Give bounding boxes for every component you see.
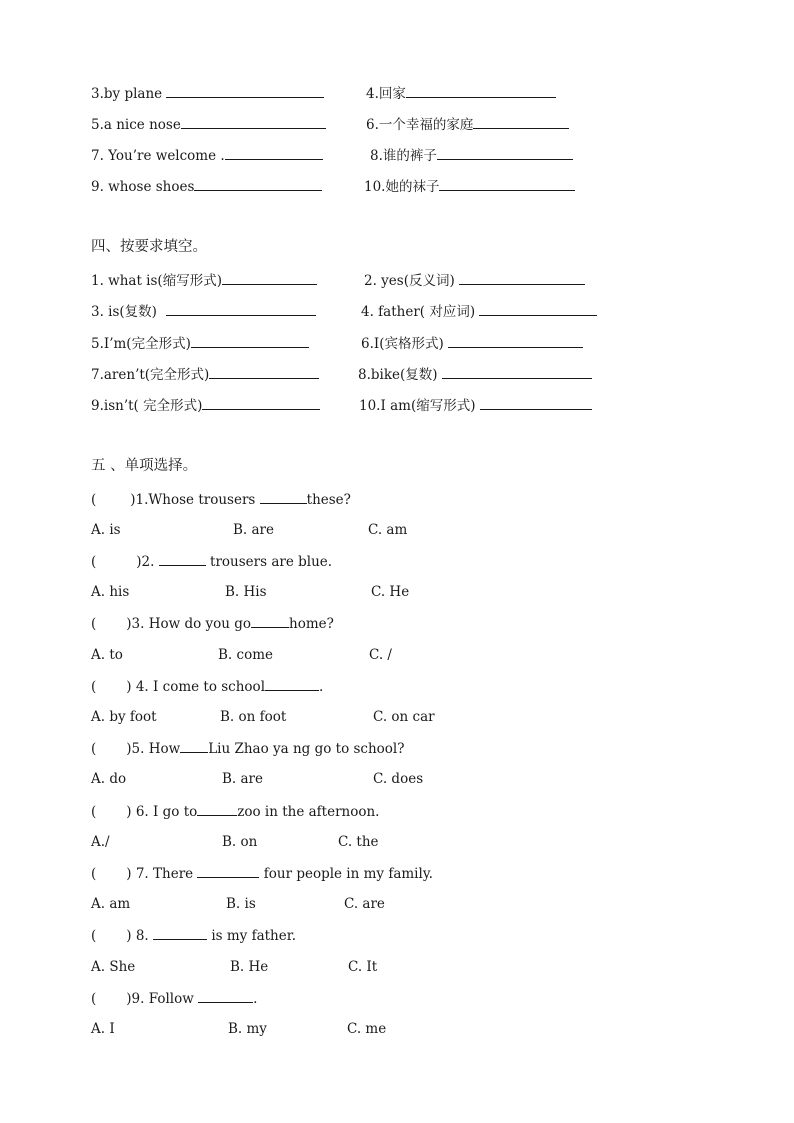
vocab-item-8	[370, 146, 573, 165]
answer-blank[interactable]	[197, 864, 259, 878]
answer-paren-open: (	[91, 554, 97, 570]
question-9-rest: .	[253, 991, 258, 1007]
answer-paren-open: (	[91, 616, 97, 632]
answer-blank[interactable]	[166, 302, 316, 316]
vocab-item-3-text: 3.by plane	[91, 86, 163, 102]
answer-blank[interactable]	[166, 84, 324, 98]
option-b[interactable]: B. are	[233, 522, 274, 538]
fill-item-8	[358, 365, 592, 384]
question-9-stem: )9. Follow	[126, 991, 194, 1007]
option-a[interactable]: A. to	[91, 647, 123, 663]
answer-blank[interactable]	[251, 614, 289, 628]
vocab-item-7-text: 7. You’re welcome .	[91, 148, 225, 164]
answer-blank[interactable]	[439, 177, 575, 191]
question-5-stem: )5. How	[126, 741, 181, 757]
answer-blank[interactable]	[197, 802, 237, 816]
answer-blank[interactable]	[222, 271, 317, 285]
option-a[interactable]: A. is	[91, 522, 121, 538]
fill-item-9	[91, 396, 320, 415]
fill-item-8-text: 8.bike(复数)	[358, 367, 438, 383]
option-a[interactable]: A. by foot	[91, 709, 157, 725]
question-5	[91, 739, 405, 758]
answer-blank[interactable]	[225, 146, 323, 160]
option-c[interactable]: C. the	[338, 834, 379, 850]
answer-blank[interactable]	[473, 115, 569, 129]
option-a[interactable]: A. She	[91, 959, 136, 975]
question-8-stem: ) 8.	[126, 928, 149, 944]
question-7-stem: ) 7. There	[126, 866, 194, 882]
vocab-item-6	[366, 115, 569, 134]
section-5-title: 五 、单项选择。	[91, 458, 198, 474]
answer-blank[interactable]	[437, 146, 573, 160]
answer-blank[interactable]	[265, 677, 319, 691]
question-5-rest: Liu Zhao ya ng go to school?	[208, 741, 405, 757]
vocab-item-4	[366, 84, 556, 103]
fill-item-9-text: 9.isn’t( 完全形式)	[91, 398, 203, 414]
vocab-item-10-text: 10.她的袜子	[364, 179, 440, 195]
option-c[interactable]: C. does	[373, 771, 424, 787]
fill-item-4	[361, 302, 597, 321]
fill-item-1-text: 1. what is(缩写形式)	[91, 273, 222, 289]
answer-blank[interactable]	[480, 396, 592, 410]
question-2-rest: trousers are blue.	[210, 554, 333, 570]
answer-blank[interactable]	[448, 334, 583, 348]
fill-item-1	[91, 271, 317, 290]
option-c[interactable]: C. /	[369, 647, 392, 663]
question-7-rest: four people in my family.	[263, 866, 433, 882]
answer-blank[interactable]	[260, 490, 307, 504]
answer-blank[interactable]	[406, 84, 556, 98]
fill-item-2	[364, 271, 585, 290]
option-c[interactable]: C. am	[368, 522, 408, 538]
vocab-item-6-text: 6.一个幸福的家庭	[366, 117, 474, 133]
question-8-rest: is my father.	[211, 928, 296, 944]
fill-item-6	[361, 334, 583, 353]
answer-blank[interactable]	[459, 271, 585, 285]
question-2	[91, 552, 332, 571]
vocab-item-10	[364, 177, 575, 196]
option-b[interactable]: B. on foot	[220, 709, 287, 725]
question-7	[91, 864, 433, 883]
fill-item-10	[359, 396, 592, 415]
question-3-rest: home?	[289, 616, 334, 632]
question-2-stem: )2.	[136, 554, 155, 570]
vocab-item-9	[91, 177, 322, 196]
question-1-stem: )1.Whose trousers	[130, 492, 256, 508]
option-a[interactable]: A. his	[91, 584, 130, 600]
answer-blank[interactable]	[180, 739, 208, 753]
fill-item-4-text: 4. father( 对应词)	[361, 304, 476, 320]
fill-item-3-text: 3. is(复数)	[91, 304, 157, 320]
fill-item-7-text: 7.aren’t(完全形式)	[91, 367, 210, 383]
answer-paren-open: (	[91, 741, 97, 757]
answer-blank[interactable]	[442, 365, 592, 379]
option-b[interactable]: B. on	[222, 834, 258, 850]
answer-blank[interactable]	[209, 365, 319, 379]
option-b[interactable]: B. His	[225, 584, 267, 600]
fill-item-10-text: 10.I am(缩写形式)	[359, 398, 476, 414]
answer-blank[interactable]	[202, 396, 320, 410]
fill-item-5	[91, 334, 309, 353]
vocab-item-7	[91, 146, 323, 165]
answer-blank[interactable]	[194, 177, 322, 191]
question-6-stem: ) 6. I go to	[126, 804, 198, 820]
option-a[interactable]: A. I	[91, 1021, 115, 1037]
option-c[interactable]: C. are	[344, 896, 385, 912]
option-b[interactable]: B. is	[226, 896, 256, 912]
answer-paren-open: (	[91, 804, 97, 820]
answer-paren-open: (	[91, 928, 97, 944]
answer-paren-open: (	[91, 492, 97, 508]
answer-paren-open: (	[91, 991, 97, 1007]
question-6-rest: zoo in the afternoon.	[237, 804, 380, 820]
vocab-item-9-text: 9. whose shoes	[91, 179, 195, 195]
question-3	[91, 614, 334, 633]
fill-item-6-text: 6.I(宾格形式)	[361, 336, 444, 352]
question-4	[91, 677, 323, 696]
vocab-item-8-text: 8.谁的裤子	[370, 148, 437, 164]
answer-blank[interactable]	[181, 115, 326, 129]
vocab-item-5-text: 5.a nice nose	[91, 117, 181, 133]
fill-item-7	[91, 365, 319, 384]
answer-paren-open: (	[91, 679, 97, 695]
vocab-item-3	[91, 84, 324, 103]
fill-item-2-text: 2. yes(反义词)	[364, 273, 455, 289]
option-a[interactable]: A. am	[91, 896, 131, 912]
option-b[interactable]: B. my	[228, 1021, 267, 1037]
question-3-stem: )3. How do you go	[126, 616, 252, 632]
answer-blank[interactable]	[191, 334, 309, 348]
fill-item-3	[91, 302, 316, 321]
question-6	[91, 802, 379, 821]
option-c[interactable]: C. on car	[373, 709, 435, 725]
option-a[interactable]: A./	[91, 834, 110, 850]
option-c[interactable]: C. me	[347, 1021, 387, 1037]
answer-blank[interactable]	[153, 926, 207, 940]
option-b[interactable]: B. He	[230, 959, 269, 975]
option-b[interactable]: B. are	[222, 771, 263, 787]
vocab-item-5	[91, 115, 326, 134]
question-9	[91, 989, 257, 1008]
question-4-stem: ) 4. I come to school	[126, 679, 266, 695]
option-b[interactable]: B. come	[218, 647, 273, 663]
fill-item-5-text: 5.I’m(完全形式)	[91, 336, 191, 352]
answer-blank[interactable]	[198, 989, 253, 1003]
answer-blank[interactable]	[479, 302, 597, 316]
vocab-item-4-text: 4.回家	[366, 86, 406, 102]
answer-paren-open: (	[91, 866, 97, 882]
question-1	[91, 490, 351, 509]
answer-blank[interactable]	[159, 552, 206, 566]
section-4-title: 四、按要求填空。	[91, 239, 207, 255]
option-c[interactable]: C. He	[371, 584, 410, 600]
question-4-rest: .	[319, 679, 324, 695]
option-a[interactable]: A. do	[91, 771, 127, 787]
question-8	[91, 926, 296, 945]
option-c[interactable]: C. It	[348, 959, 378, 975]
question-1-rest: these?	[306, 492, 351, 508]
